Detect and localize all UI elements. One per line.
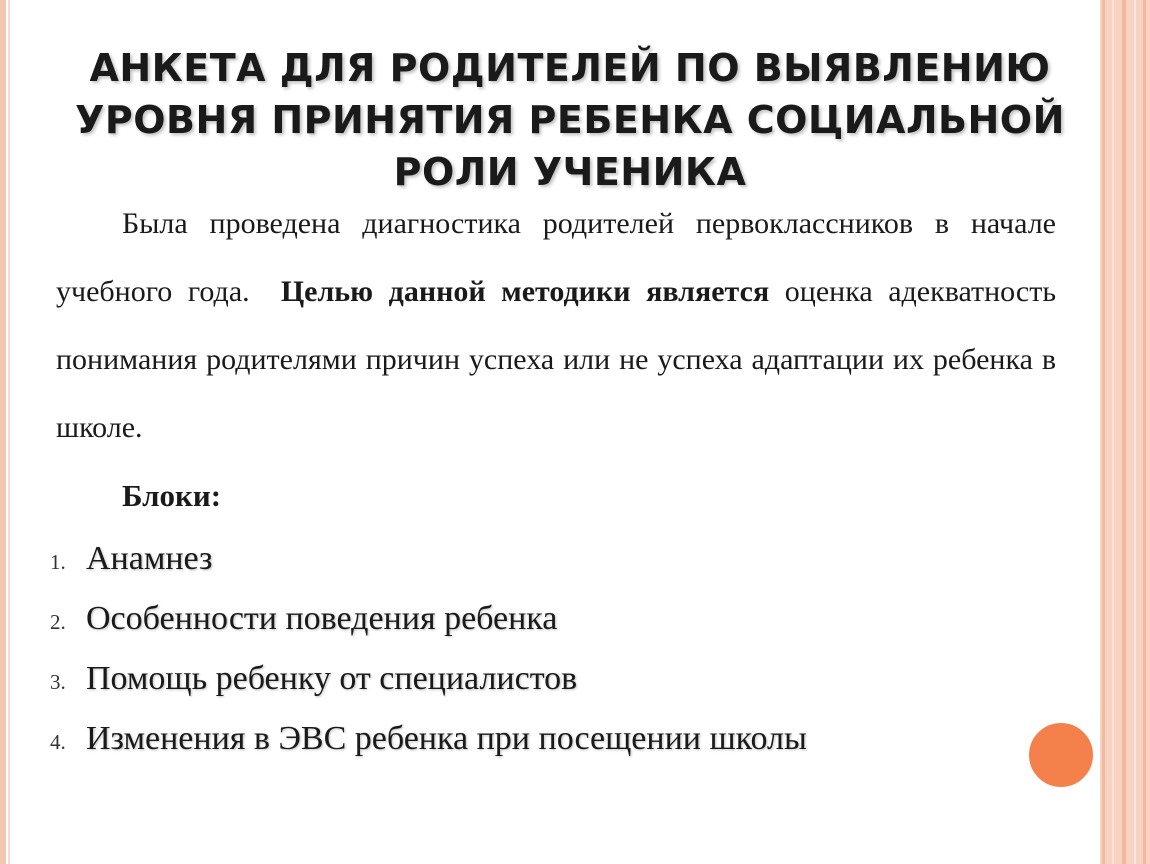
title-line-1: АНКЕТА ДЛЯ РОДИТЕЛЕЙ ПО ВЫЯВЛЕНИЮ <box>89 46 1051 90</box>
list-item-label: Особенности поведения ребенка <box>86 600 558 637</box>
intro-paragraph <box>56 190 1056 462</box>
orange-circle-decoration <box>1026 720 1096 790</box>
list-item <box>50 540 807 600</box>
left-border-decoration <box>0 0 6 864</box>
stripe-line <box>1112 0 1114 864</box>
blocks-list <box>50 540 807 780</box>
paragraph-part-2: оценка адекватность понимания родителями причин успеха или не успеха адаптации их ребенка в школе. <box>56 275 1057 444</box>
title-line-3: РОЛИ УЧЕНИКА <box>393 150 747 194</box>
list-item-number: 4. <box>50 730 66 754</box>
blocks-heading: Блоки: <box>122 478 222 513</box>
stripe-line <box>1134 0 1136 864</box>
stripe-line <box>1122 0 1126 864</box>
list-item-number: 1. <box>50 550 66 574</box>
list-item-label: Анамнез <box>86 540 213 577</box>
list-item <box>50 600 807 660</box>
left-border-inner-decoration <box>8 0 10 864</box>
list-item-label: Изменения в ЭВС ребенка при посещении школы <box>86 720 807 757</box>
list-item <box>50 720 807 780</box>
list-item-number: 3. <box>50 670 66 694</box>
list-item <box>50 660 807 720</box>
list-item-label: Помощь ребенку от специалистов <box>86 660 578 697</box>
paragraph-bold: Целью данной методики является <box>280 275 770 308</box>
stripe-line <box>1143 0 1146 864</box>
slide-title <box>40 42 1100 198</box>
paragraph-part-1: Была проведена диагностика родителей первоклассников в начале учебного года. <box>56 207 1056 308</box>
list-item-number: 2. <box>50 610 66 634</box>
title-line-2: УРОВНЯ ПРИНЯТИЯ РЕБЕНКА СОЦИАЛЬНОЙ <box>75 98 1065 142</box>
stripe-line <box>1102 0 1105 864</box>
